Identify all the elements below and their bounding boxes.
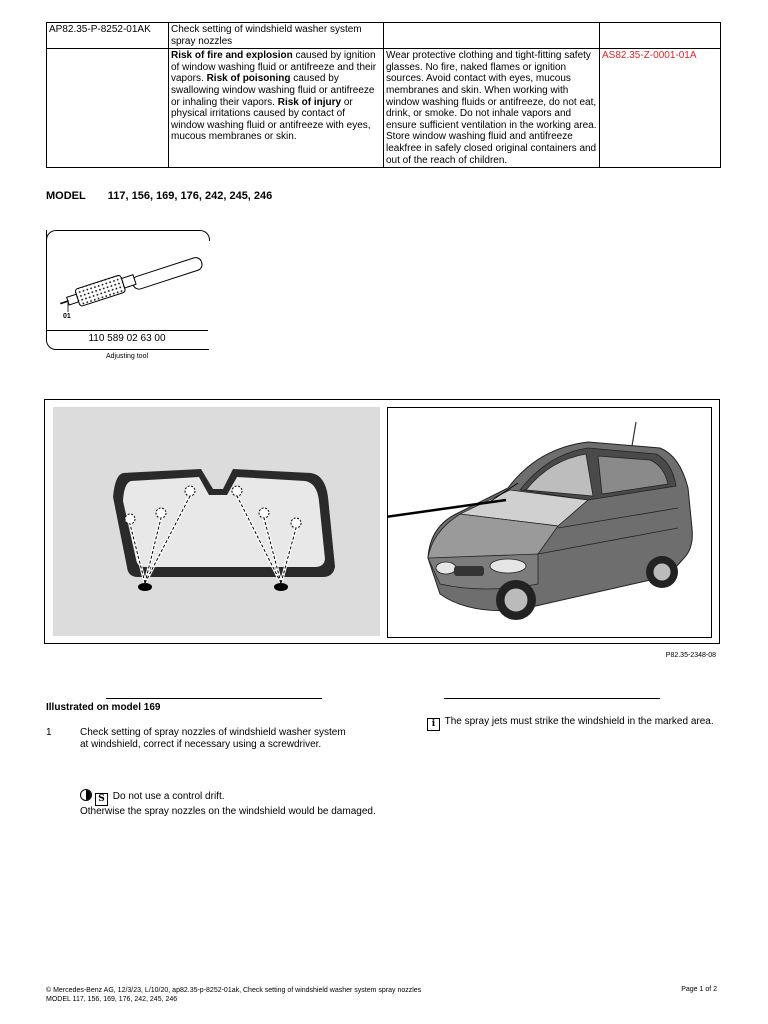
tool-divider — [46, 330, 208, 331]
reference-link[interactable]: AS82.35-Z-0001-01A — [600, 49, 721, 168]
tool-item-number: 01 — [63, 313, 71, 320]
risk-poison-text: caused by swallowing window washing fluid or antifreeze or inhaling their vapors. — [171, 73, 375, 108]
model-line — [46, 190, 272, 202]
footer-copyright: © Mercedes-Benz AG, 12/3/23, L/10/20, ap82.35-p-8252-01ak, Check setting of windshield washer system spray nozzles — [46, 987, 422, 994]
risk-injury-text: or physical irritations caused by contact of window washing fluid or antifreeze with eyes, mucous membranes or skin. — [171, 96, 371, 143]
empty-cell — [384, 23, 600, 49]
header-row-2 — [47, 49, 721, 168]
header-row-1 — [47, 23, 721, 49]
risk-fire-label: Risk of fire and explosion — [171, 50, 293, 62]
header-table — [46, 22, 721, 168]
risk-poison-label: Risk of poisoning — [206, 73, 291, 85]
footer-models: MODEL 117, 156, 169, 176, 242, 245, 246 — [46, 996, 178, 1003]
step-text: Check setting of spray nozzles of windshield washer system at windshield, correct if necessary using a screwdriver. — [80, 727, 346, 750]
risk-injury-label: Risk of injury — [277, 96, 342, 108]
info-icon: i — [427, 718, 440, 731]
warning-long: Otherwise the spray nozzles on the windshield would be damaged. — [80, 806, 376, 817]
empty-cell — [600, 23, 721, 49]
vehicle-illustration — [388, 408, 711, 637]
risk-fire-text: caused by ignition of window washing fluid or antifreeze and their vapors. — [171, 50, 377, 85]
caution-icon — [80, 789, 92, 801]
windshield-panel — [53, 407, 380, 636]
footer-info — [46, 986, 646, 1004]
adjusting-tool-illustration — [54, 248, 204, 320]
warning-block — [80, 789, 380, 818]
doc-id-cell: AP82.35-P-8252-01AK — [47, 23, 169, 49]
vehicle-panel — [387, 407, 712, 638]
doc-title-cell: Check setting of windshield washer system spray nozzles — [169, 23, 384, 49]
page-number: Page 1 of 2 — [681, 986, 717, 993]
model-label: MODEL — [46, 190, 86, 202]
illustrated-heading: Illustrated on model 169 — [46, 702, 161, 713]
figure-reference: P82.35-2348-08 — [665, 652, 716, 659]
warning-first-line — [80, 789, 380, 806]
section-rule-left — [106, 698, 322, 699]
risk-cell — [169, 49, 384, 168]
tool-part-number: 110 589 02 63 00 — [88, 333, 166, 344]
windshield-illustration — [53, 407, 380, 636]
note-text: The spray jets must strike the windshield in the marked area. — [444, 716, 714, 727]
step-number: 1 — [46, 727, 52, 738]
note-block — [427, 716, 717, 731]
model-values: 117, 156, 169, 176, 242, 245, 246 — [107, 190, 273, 202]
empty-cell — [47, 49, 169, 168]
tool-caption: Adjusting tool — [105, 353, 149, 360]
precautions-cell: Wear protective clothing and tight-fitting safety glasses. No fire, naked flames or ignition sources. Avoid contact with eyes, mucous membranes and skin. When working with window washing fluids or antifreeze, do not eat, drink, or smoke. Do not inhale vapors and ensure sufficient ventilation in the working area. Store window washing fluid and antifreeze leakfree in safely closed original containers and out of the reach of children. — [384, 49, 600, 168]
warning-short: Do not use a control drift. — [112, 791, 225, 802]
section-rule-right — [444, 698, 660, 699]
tool-icon: S — [95, 793, 108, 806]
